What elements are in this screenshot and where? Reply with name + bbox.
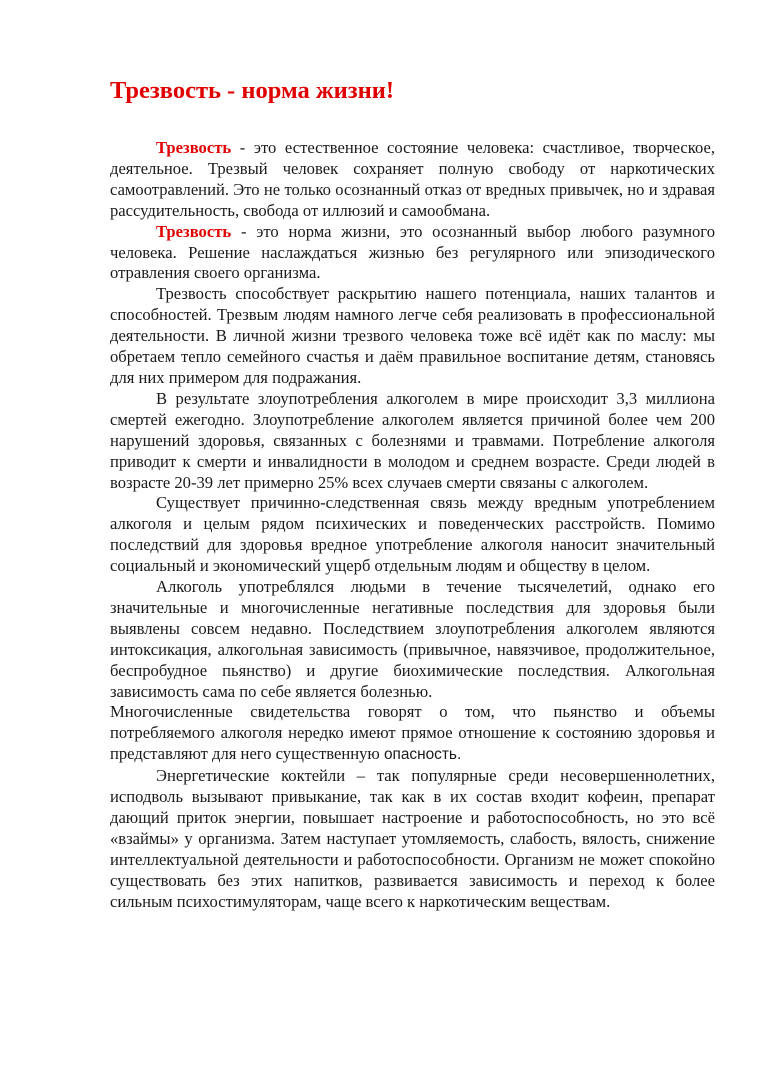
paragraph-7	[110, 702, 715, 766]
paragraph-7-text: Многочисленные свидетельства говорят о том, что пьянство и объемы потребляемого алкоголя нередко имеют прямое отношение к состоянию здоровья и представляют для него существенную	[110, 702, 715, 764]
paragraph-4-text: В результате злоупотребления алкоголем в мире происходит 3,3 миллиона смертей ежегодно. Злоупотребление алкоголем является причиной более чем 200 нарушений здоровья, связанных с болезнями и травмами. Потребление алкоголя приводит к смерти и инвалидности в молодом и среднем возрасте. Среди людей в возрасте 20-39 лет примерно 25% всех случаев смерти связаны с алкоголем.	[110, 388, 715, 492]
paragraph-5	[110, 493, 715, 577]
paragraph-2-lead: Трезвость	[156, 221, 232, 241]
document-title: Трезвость - норма жизни!	[110, 77, 394, 104]
paragraph-2-text: - это норма жизни, это осознанный выбор любого разумного человека. Решение наслаждаться жизнью без регулярного или эпизодического отравления своего организма.	[110, 221, 715, 283]
document-body	[110, 138, 715, 913]
paragraph-1	[110, 138, 715, 222]
paragraph-8	[110, 766, 715, 912]
paragraph-1-lead: Трезвость	[156, 138, 232, 157]
paragraph-3-text: Трезвость способствует раскрытию нашего потенциала, наших талантов и способностей. Трезвым людям намного легче себя реализовать в профессиональной деятельности. В личной жизни трезвого человека тоже всё идёт как по маслу: мы обретаем тепло семейного счастья и даём правильное воспитание детям, становясь для них примером для подражания.	[110, 284, 715, 387]
paragraph-7-tail: опасность.	[383, 746, 462, 764]
paragraph-5-text: Существует причинно-следственная связь между вредным употреблением алкоголя и целым рядом психических и поведенческих расстройств. Помимо последствий для здоровья вредное употребление алкоголя наносит значительный социальный и экономический ущерб отдельным людям и обществу в целом.	[110, 493, 715, 576]
paragraph-8-text: Энергетические коктейли – так популярные среди несовершеннолетних, исподволь вызывают привыкание, так как в их состав входит кофеин, препарат дающий приток энергии, повышает настроение и работоспособность, но это всё «взаймы» у организма. Затем наступает утомляемость, слабость, вялость, снижение интеллектуальной деятельности и работоспособности. Организм не может спокойно существовать без этих напитков, развивается зависимость и переход к более сильным психостимуляторам, чаще всего к наркотическим веществам.	[110, 766, 715, 911]
paragraph-2	[110, 222, 715, 285]
paragraph-4	[110, 389, 715, 494]
paragraph-6	[110, 577, 715, 702]
paragraph-6-text: Алкоголь употреблялся людьми в течение тысячелетий, однако его значительные и многочисленные негативные последствия для здоровья были выявлены совсем недавно. Последствием злоупотребления алкоголем являются интоксикация, алкогольная зависимость (привычное, навязчивое, продолжительное, беспробудное пьянство) и другие биохимические последствия. Алкогольная зависимость сама по себе является болезнью.	[110, 577, 715, 701]
paragraph-1-text: - это естественное состояние человека: счастливое, творческое, деятельное. Трезвый человек сохраняет полную свободу от наркотических самоотравлений. Это не только осознанный отказ от вредных привычек, но и здравая рассудительность, свобода от иллюзий и самообмана.	[110, 138, 715, 220]
paragraph-3	[110, 284, 715, 389]
document-page	[110, 0, 715, 913]
